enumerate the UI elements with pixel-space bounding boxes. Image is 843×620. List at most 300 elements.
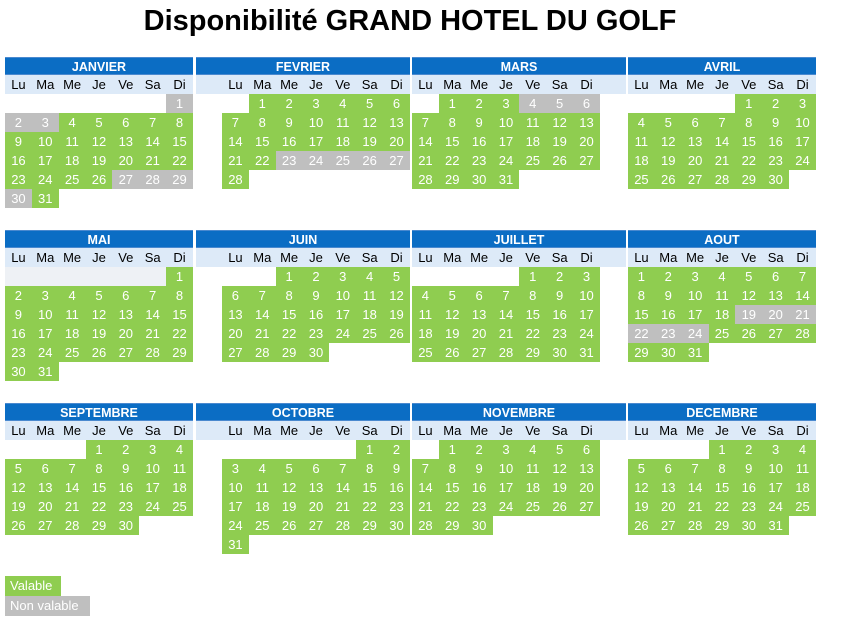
day-cell-available[interactable]: 21 (249, 324, 276, 343)
day-cell-unavailable[interactable]: 25 (329, 151, 356, 170)
day-cell-available[interactable]: 20 (112, 324, 139, 343)
day-cell-available[interactable]: 10 (493, 459, 520, 478)
day-cell-available[interactable]: 6 (762, 267, 789, 286)
day-cell-available[interactable]: 24 (573, 324, 600, 343)
day-cell-available[interactable]: 8 (439, 113, 466, 132)
day-cell-available[interactable]: 7 (412, 459, 439, 478)
day-cell-available[interactable]: 19 (546, 132, 573, 151)
day-cell-available[interactable]: 15 (356, 478, 383, 497)
day-cell-unavailable[interactable]: 27 (112, 170, 139, 189)
day-cell-available[interactable]: 4 (249, 459, 276, 478)
day-cell-available[interactable]: 30 (466, 170, 493, 189)
day-cell-available[interactable]: 13 (573, 113, 600, 132)
day-cell-available[interactable]: 14 (59, 478, 86, 497)
day-cell-available[interactable]: 24 (762, 497, 789, 516)
day-cell-available[interactable]: 9 (466, 113, 493, 132)
day-cell-available[interactable]: 25 (628, 170, 655, 189)
day-cell-available[interactable]: 25 (59, 343, 86, 362)
day-cell-available[interactable]: 23 (546, 324, 573, 343)
day-cell-available[interactable]: 4 (789, 440, 816, 459)
day-cell-available[interactable]: 14 (682, 478, 709, 497)
day-cell-available[interactable]: 8 (519, 286, 546, 305)
day-cell-available[interactable]: 13 (383, 113, 410, 132)
day-cell-available[interactable]: 13 (466, 305, 493, 324)
day-cell-unavailable[interactable]: 28 (139, 170, 166, 189)
day-cell-available[interactable]: 31 (32, 362, 59, 381)
day-cell-available[interactable]: 6 (682, 113, 709, 132)
day-cell-available[interactable]: 9 (466, 459, 493, 478)
day-cell-available[interactable]: 23 (735, 497, 762, 516)
day-cell-available[interactable]: 14 (789, 286, 816, 305)
day-cell-available[interactable]: 18 (59, 151, 86, 170)
day-cell-available[interactable]: 26 (735, 324, 762, 343)
day-cell-available[interactable]: 16 (735, 478, 762, 497)
day-cell-available[interactable]: 17 (493, 478, 520, 497)
day-cell-available[interactable]: 29 (356, 516, 383, 535)
day-cell-available[interactable]: 28 (493, 343, 520, 362)
day-cell-available[interactable]: 5 (5, 459, 32, 478)
day-cell-available[interactable]: 26 (546, 151, 573, 170)
day-cell-available[interactable]: 17 (573, 305, 600, 324)
day-cell-available[interactable]: 17 (329, 305, 356, 324)
day-cell-available[interactable]: 1 (709, 440, 736, 459)
day-cell-available[interactable]: 18 (356, 305, 383, 324)
day-cell-available[interactable]: 27 (762, 324, 789, 343)
day-cell-available[interactable]: 22 (519, 324, 546, 343)
day-cell-available[interactable]: 6 (303, 459, 330, 478)
day-cell-available[interactable]: 2 (466, 440, 493, 459)
day-cell-available[interactable]: 29 (276, 343, 303, 362)
day-cell-available[interactable]: 12 (628, 478, 655, 497)
day-cell-available[interactable]: 18 (519, 478, 546, 497)
day-cell-available[interactable]: 11 (249, 478, 276, 497)
day-cell-available[interactable]: 2 (546, 267, 573, 286)
day-cell-available[interactable]: 12 (655, 132, 682, 151)
day-cell-unavailable[interactable]: 20 (762, 305, 789, 324)
day-cell-available[interactable]: 29 (439, 516, 466, 535)
day-cell-available[interactable]: 20 (112, 151, 139, 170)
day-cell-available[interactable]: 18 (519, 132, 546, 151)
day-cell-available[interactable]: 3 (762, 440, 789, 459)
day-cell-available[interactable]: 4 (412, 286, 439, 305)
day-cell-available[interactable]: 4 (329, 94, 356, 113)
day-cell-available[interactable]: 10 (32, 132, 59, 151)
day-cell-available[interactable]: 20 (222, 324, 249, 343)
day-cell-available[interactable]: 10 (303, 113, 330, 132)
day-cell-available[interactable]: 13 (303, 478, 330, 497)
day-cell-available[interactable]: 24 (32, 170, 59, 189)
day-cell-available[interactable]: 13 (655, 478, 682, 497)
day-cell-available[interactable]: 21 (59, 497, 86, 516)
day-cell-unavailable[interactable]: 22 (628, 324, 655, 343)
day-cell-available[interactable]: 25 (519, 151, 546, 170)
day-cell-available[interactable]: 31 (32, 189, 59, 208)
day-cell-available[interactable]: 28 (412, 516, 439, 535)
day-cell-available[interactable]: 16 (466, 478, 493, 497)
day-cell-available[interactable]: 2 (655, 267, 682, 286)
day-cell-available[interactable]: 7 (249, 286, 276, 305)
day-cell-available[interactable]: 15 (249, 132, 276, 151)
day-cell-available[interactable]: 22 (439, 497, 466, 516)
day-cell-available[interactable]: 10 (762, 459, 789, 478)
day-cell-available[interactable]: 25 (412, 343, 439, 362)
day-cell-available[interactable]: 6 (655, 459, 682, 478)
day-cell-available[interactable]: 19 (439, 324, 466, 343)
day-cell-available[interactable]: 13 (112, 132, 139, 151)
day-cell-available[interactable]: 8 (628, 286, 655, 305)
day-cell-available[interactable]: 1 (735, 94, 762, 113)
day-cell-available[interactable]: 11 (789, 459, 816, 478)
day-cell-available[interactable]: 18 (709, 305, 736, 324)
day-cell-available[interactable]: 4 (628, 113, 655, 132)
day-cell-available[interactable]: 31 (573, 343, 600, 362)
day-cell-available[interactable]: 28 (789, 324, 816, 343)
day-cell-available[interactable]: 7 (139, 113, 166, 132)
day-cell-available[interactable]: 9 (5, 305, 32, 324)
day-cell-available[interactable]: 14 (249, 305, 276, 324)
day-cell-available[interactable]: 9 (383, 459, 410, 478)
day-cell-available[interactable]: 9 (546, 286, 573, 305)
day-cell-available[interactable]: 2 (466, 94, 493, 113)
day-cell-available[interactable]: 3 (682, 267, 709, 286)
day-cell-available[interactable]: 18 (412, 324, 439, 343)
day-cell-available[interactable]: 20 (573, 132, 600, 151)
day-cell-available[interactable]: 5 (546, 440, 573, 459)
day-cell-available[interactable]: 25 (519, 497, 546, 516)
day-cell-available[interactable]: 6 (112, 113, 139, 132)
day-cell-available[interactable]: 22 (276, 324, 303, 343)
day-cell-available[interactable]: 28 (59, 516, 86, 535)
day-cell-available[interactable]: 12 (735, 286, 762, 305)
day-cell-available[interactable]: 11 (519, 459, 546, 478)
day-cell-available[interactable]: 6 (112, 286, 139, 305)
day-cell-available[interactable]: 10 (493, 113, 520, 132)
day-cell-available[interactable]: 24 (139, 497, 166, 516)
day-cell-available[interactable]: 25 (356, 324, 383, 343)
day-cell-available[interactable]: 2 (383, 440, 410, 459)
day-cell-available[interactable]: 4 (166, 440, 193, 459)
day-cell-available[interactable]: 27 (655, 516, 682, 535)
day-cell-available[interactable]: 27 (32, 516, 59, 535)
day-cell-available[interactable]: 18 (166, 478, 193, 497)
day-cell-available[interactable]: 7 (139, 286, 166, 305)
day-cell-available[interactable]: 10 (222, 478, 249, 497)
day-cell-available[interactable]: 5 (439, 286, 466, 305)
day-cell-available[interactable]: 7 (493, 286, 520, 305)
day-cell-available[interactable]: 17 (682, 305, 709, 324)
day-cell-available[interactable]: 13 (573, 459, 600, 478)
day-cell-available[interactable]: 17 (32, 151, 59, 170)
day-cell-available[interactable]: 30 (303, 343, 330, 362)
day-cell-available[interactable]: 5 (86, 286, 113, 305)
day-cell-available[interactable]: 27 (682, 170, 709, 189)
day-cell-available[interactable]: 26 (383, 324, 410, 343)
day-cell-available[interactable]: 5 (735, 267, 762, 286)
day-cell-available[interactable]: 7 (682, 459, 709, 478)
day-cell-available[interactable]: 13 (682, 132, 709, 151)
day-cell-available[interactable]: 5 (276, 459, 303, 478)
day-cell-available[interactable]: 4 (709, 267, 736, 286)
day-cell-available[interactable]: 13 (762, 286, 789, 305)
day-cell-available[interactable]: 6 (383, 94, 410, 113)
day-cell-available[interactable]: 5 (383, 267, 410, 286)
day-cell-available[interactable]: 19 (356, 132, 383, 151)
day-cell-available[interactable]: 16 (466, 132, 493, 151)
day-cell-available[interactable]: 15 (439, 132, 466, 151)
day-cell-available[interactable]: 19 (276, 497, 303, 516)
day-cell-available[interactable]: 20 (303, 497, 330, 516)
day-cell-available[interactable]: 11 (628, 132, 655, 151)
day-cell-available[interactable]: 26 (628, 516, 655, 535)
day-cell-available[interactable]: 31 (222, 535, 249, 554)
day-cell-available[interactable]: 24 (493, 497, 520, 516)
day-cell-available[interactable]: 14 (709, 132, 736, 151)
day-cell-unavailable[interactable]: 24 (682, 324, 709, 343)
day-cell-unavailable[interactable]: 4 (519, 94, 546, 113)
day-cell-available[interactable]: 13 (32, 478, 59, 497)
day-cell-unavailable[interactable]: 19 (735, 305, 762, 324)
day-cell-available[interactable]: 9 (655, 286, 682, 305)
day-cell-available[interactable]: 18 (329, 132, 356, 151)
day-cell-available[interactable]: 1 (439, 440, 466, 459)
day-cell-available[interactable]: 23 (5, 170, 32, 189)
day-cell-available[interactable]: 8 (249, 113, 276, 132)
day-cell-available[interactable]: 11 (356, 286, 383, 305)
day-cell-available[interactable]: 12 (276, 478, 303, 497)
day-cell-available[interactable]: 1 (86, 440, 113, 459)
day-cell-available[interactable]: 31 (682, 343, 709, 362)
day-cell-available[interactable]: 11 (329, 113, 356, 132)
day-cell-unavailable[interactable]: 1 (166, 94, 193, 113)
day-cell-available[interactable]: 30 (655, 343, 682, 362)
day-cell-available[interactable]: 8 (166, 113, 193, 132)
day-cell-available[interactable]: 5 (628, 459, 655, 478)
day-cell-available[interactable]: 7 (709, 113, 736, 132)
day-cell-available[interactable]: 1 (628, 267, 655, 286)
day-cell-available[interactable]: 16 (303, 305, 330, 324)
day-cell-available[interactable]: 12 (86, 305, 113, 324)
day-cell-available[interactable]: 1 (249, 94, 276, 113)
day-cell-available[interactable]: 14 (493, 305, 520, 324)
day-cell-available[interactable]: 30 (383, 516, 410, 535)
day-cell-unavailable[interactable]: 30 (5, 189, 32, 208)
day-cell-available[interactable]: 13 (112, 305, 139, 324)
day-cell-available[interactable]: 30 (466, 516, 493, 535)
day-cell-available[interactable]: 12 (546, 459, 573, 478)
day-cell-available[interactable]: 25 (249, 516, 276, 535)
day-cell-available[interactable]: 8 (166, 286, 193, 305)
day-cell-available[interactable]: 3 (493, 440, 520, 459)
day-cell-available[interactable]: 17 (32, 324, 59, 343)
day-cell-available[interactable]: 24 (32, 343, 59, 362)
day-cell-available[interactable]: 26 (86, 343, 113, 362)
day-cell-available[interactable]: 10 (789, 113, 816, 132)
day-cell-available[interactable]: 7 (222, 113, 249, 132)
day-cell-available[interactable]: 17 (762, 478, 789, 497)
day-cell-available[interactable]: 7 (59, 459, 86, 478)
day-cell-available[interactable]: 28 (249, 343, 276, 362)
day-cell-available[interactable]: 17 (493, 132, 520, 151)
day-cell-available[interactable]: 26 (86, 170, 113, 189)
day-cell-available[interactable]: 3 (329, 267, 356, 286)
day-cell-available[interactable]: 17 (789, 132, 816, 151)
day-cell-available[interactable]: 22 (166, 324, 193, 343)
day-cell-available[interactable]: 13 (222, 305, 249, 324)
day-cell-available[interactable]: 1 (519, 267, 546, 286)
day-cell-available[interactable]: 1 (356, 440, 383, 459)
day-cell-available[interactable]: 14 (222, 132, 249, 151)
day-cell-available[interactable]: 19 (86, 151, 113, 170)
day-cell-available[interactable]: 22 (356, 497, 383, 516)
day-cell-available[interactable]: 20 (655, 497, 682, 516)
day-cell-available[interactable]: 30 (112, 516, 139, 535)
day-cell-available[interactable]: 18 (628, 151, 655, 170)
day-cell-available[interactable]: 10 (573, 286, 600, 305)
day-cell-unavailable[interactable]: 6 (573, 94, 600, 113)
day-cell-available[interactable]: 12 (86, 132, 113, 151)
day-cell-available[interactable]: 12 (383, 286, 410, 305)
day-cell-available[interactable]: 11 (166, 459, 193, 478)
day-cell-available[interactable]: 31 (762, 516, 789, 535)
day-cell-available[interactable]: 9 (735, 459, 762, 478)
day-cell-available[interactable]: 9 (5, 132, 32, 151)
day-cell-available[interactable]: 24 (329, 324, 356, 343)
day-cell-available[interactable]: 1 (439, 94, 466, 113)
day-cell-available[interactable]: 27 (222, 343, 249, 362)
day-cell-unavailable[interactable]: 24 (303, 151, 330, 170)
day-cell-unavailable[interactable]: 2 (5, 113, 32, 132)
day-cell-available[interactable]: 27 (573, 151, 600, 170)
day-cell-available[interactable]: 18 (249, 497, 276, 516)
day-cell-available[interactable]: 20 (383, 132, 410, 151)
day-cell-available[interactable]: 15 (86, 478, 113, 497)
day-cell-available[interactable]: 29 (628, 343, 655, 362)
day-cell-available[interactable]: 15 (709, 478, 736, 497)
day-cell-available[interactable]: 23 (112, 497, 139, 516)
day-cell-available[interactable]: 22 (86, 497, 113, 516)
day-cell-available[interactable]: 8 (735, 113, 762, 132)
day-cell-available[interactable]: 26 (546, 497, 573, 516)
day-cell-available[interactable]: 8 (86, 459, 113, 478)
day-cell-available[interactable]: 16 (655, 305, 682, 324)
day-cell-available[interactable]: 25 (789, 497, 816, 516)
day-cell-available[interactable]: 28 (329, 516, 356, 535)
day-cell-available[interactable]: 28 (222, 170, 249, 189)
day-cell-available[interactable]: 22 (249, 151, 276, 170)
day-cell-available[interactable]: 23 (5, 343, 32, 362)
day-cell-available[interactable]: 10 (139, 459, 166, 478)
day-cell-available[interactable]: 21 (222, 151, 249, 170)
day-cell-available[interactable]: 16 (112, 478, 139, 497)
day-cell-available[interactable]: 7 (329, 459, 356, 478)
day-cell-available[interactable]: 20 (573, 478, 600, 497)
day-cell-available[interactable]: 3 (303, 94, 330, 113)
day-cell-available[interactable]: 16 (383, 478, 410, 497)
day-cell-available[interactable]: 15 (628, 305, 655, 324)
day-cell-available[interactable]: 24 (222, 516, 249, 535)
day-cell-unavailable[interactable]: 3 (32, 113, 59, 132)
day-cell-available[interactable]: 20 (466, 324, 493, 343)
day-cell-available[interactable]: 29 (166, 343, 193, 362)
day-cell-available[interactable]: 26 (5, 516, 32, 535)
day-cell-available[interactable]: 15 (276, 305, 303, 324)
day-cell-available[interactable]: 8 (356, 459, 383, 478)
day-cell-available[interactable]: 19 (86, 324, 113, 343)
day-cell-available[interactable]: 10 (329, 286, 356, 305)
day-cell-available[interactable]: 6 (32, 459, 59, 478)
day-cell-available[interactable]: 30 (5, 362, 32, 381)
day-cell-available[interactable]: 3 (139, 440, 166, 459)
day-cell-available[interactable]: 9 (112, 459, 139, 478)
day-cell-available[interactable]: 23 (466, 497, 493, 516)
day-cell-available[interactable]: 15 (519, 305, 546, 324)
day-cell-available[interactable]: 20 (682, 151, 709, 170)
day-cell-available[interactable]: 17 (303, 132, 330, 151)
day-cell-available[interactable]: 30 (546, 343, 573, 362)
day-cell-available[interactable]: 27 (112, 343, 139, 362)
day-cell-unavailable[interactable]: 29 (166, 170, 193, 189)
day-cell-available[interactable]: 27 (303, 516, 330, 535)
day-cell-available[interactable]: 27 (573, 497, 600, 516)
day-cell-available[interactable]: 6 (466, 286, 493, 305)
day-cell-available[interactable]: 3 (789, 94, 816, 113)
day-cell-available[interactable]: 28 (682, 516, 709, 535)
day-cell-available[interactable]: 11 (59, 305, 86, 324)
day-cell-available[interactable]: 30 (735, 516, 762, 535)
day-cell-available[interactable]: 22 (166, 151, 193, 170)
day-cell-available[interactable]: 15 (735, 132, 762, 151)
day-cell-available[interactable]: 21 (139, 324, 166, 343)
day-cell-available[interactable]: 11 (519, 113, 546, 132)
day-cell-available[interactable]: 15 (439, 478, 466, 497)
day-cell-available[interactable]: 4 (59, 286, 86, 305)
day-cell-available[interactable]: 19 (628, 497, 655, 516)
day-cell-available[interactable]: 11 (412, 305, 439, 324)
day-cell-available[interactable]: 29 (735, 170, 762, 189)
day-cell-available[interactable]: 24 (493, 151, 520, 170)
day-cell-available[interactable]: 2 (303, 267, 330, 286)
day-cell-available[interactable]: 1 (166, 267, 193, 286)
day-cell-available[interactable]: 28 (412, 170, 439, 189)
day-cell-available[interactable]: 17 (139, 478, 166, 497)
day-cell-available[interactable]: 10 (32, 305, 59, 324)
day-cell-available[interactable]: 5 (86, 113, 113, 132)
day-cell-available[interactable]: 26 (655, 170, 682, 189)
day-cell-available[interactable]: 8 (439, 459, 466, 478)
day-cell-available[interactable]: 14 (139, 132, 166, 151)
day-cell-available[interactable]: 16 (276, 132, 303, 151)
day-cell-available[interactable]: 14 (412, 478, 439, 497)
day-cell-available[interactable]: 8 (276, 286, 303, 305)
day-cell-available[interactable]: 25 (709, 324, 736, 343)
day-cell-available[interactable]: 30 (762, 170, 789, 189)
day-cell-available[interactable]: 14 (139, 305, 166, 324)
day-cell-available[interactable]: 19 (546, 478, 573, 497)
day-cell-available[interactable]: 25 (166, 497, 193, 516)
day-cell-available[interactable]: 2 (735, 440, 762, 459)
day-cell-available[interactable]: 6 (573, 440, 600, 459)
day-cell-available[interactable]: 22 (439, 151, 466, 170)
day-cell-available[interactable]: 21 (139, 151, 166, 170)
day-cell-available[interactable]: 9 (276, 113, 303, 132)
day-cell-available[interactable]: 23 (466, 151, 493, 170)
day-cell-available[interactable]: 16 (5, 324, 32, 343)
day-cell-available[interactable]: 3 (222, 459, 249, 478)
day-cell-available[interactable]: 10 (682, 286, 709, 305)
day-cell-available[interactable]: 6 (222, 286, 249, 305)
day-cell-available[interactable]: 3 (573, 267, 600, 286)
day-cell-available[interactable]: 2 (5, 286, 32, 305)
